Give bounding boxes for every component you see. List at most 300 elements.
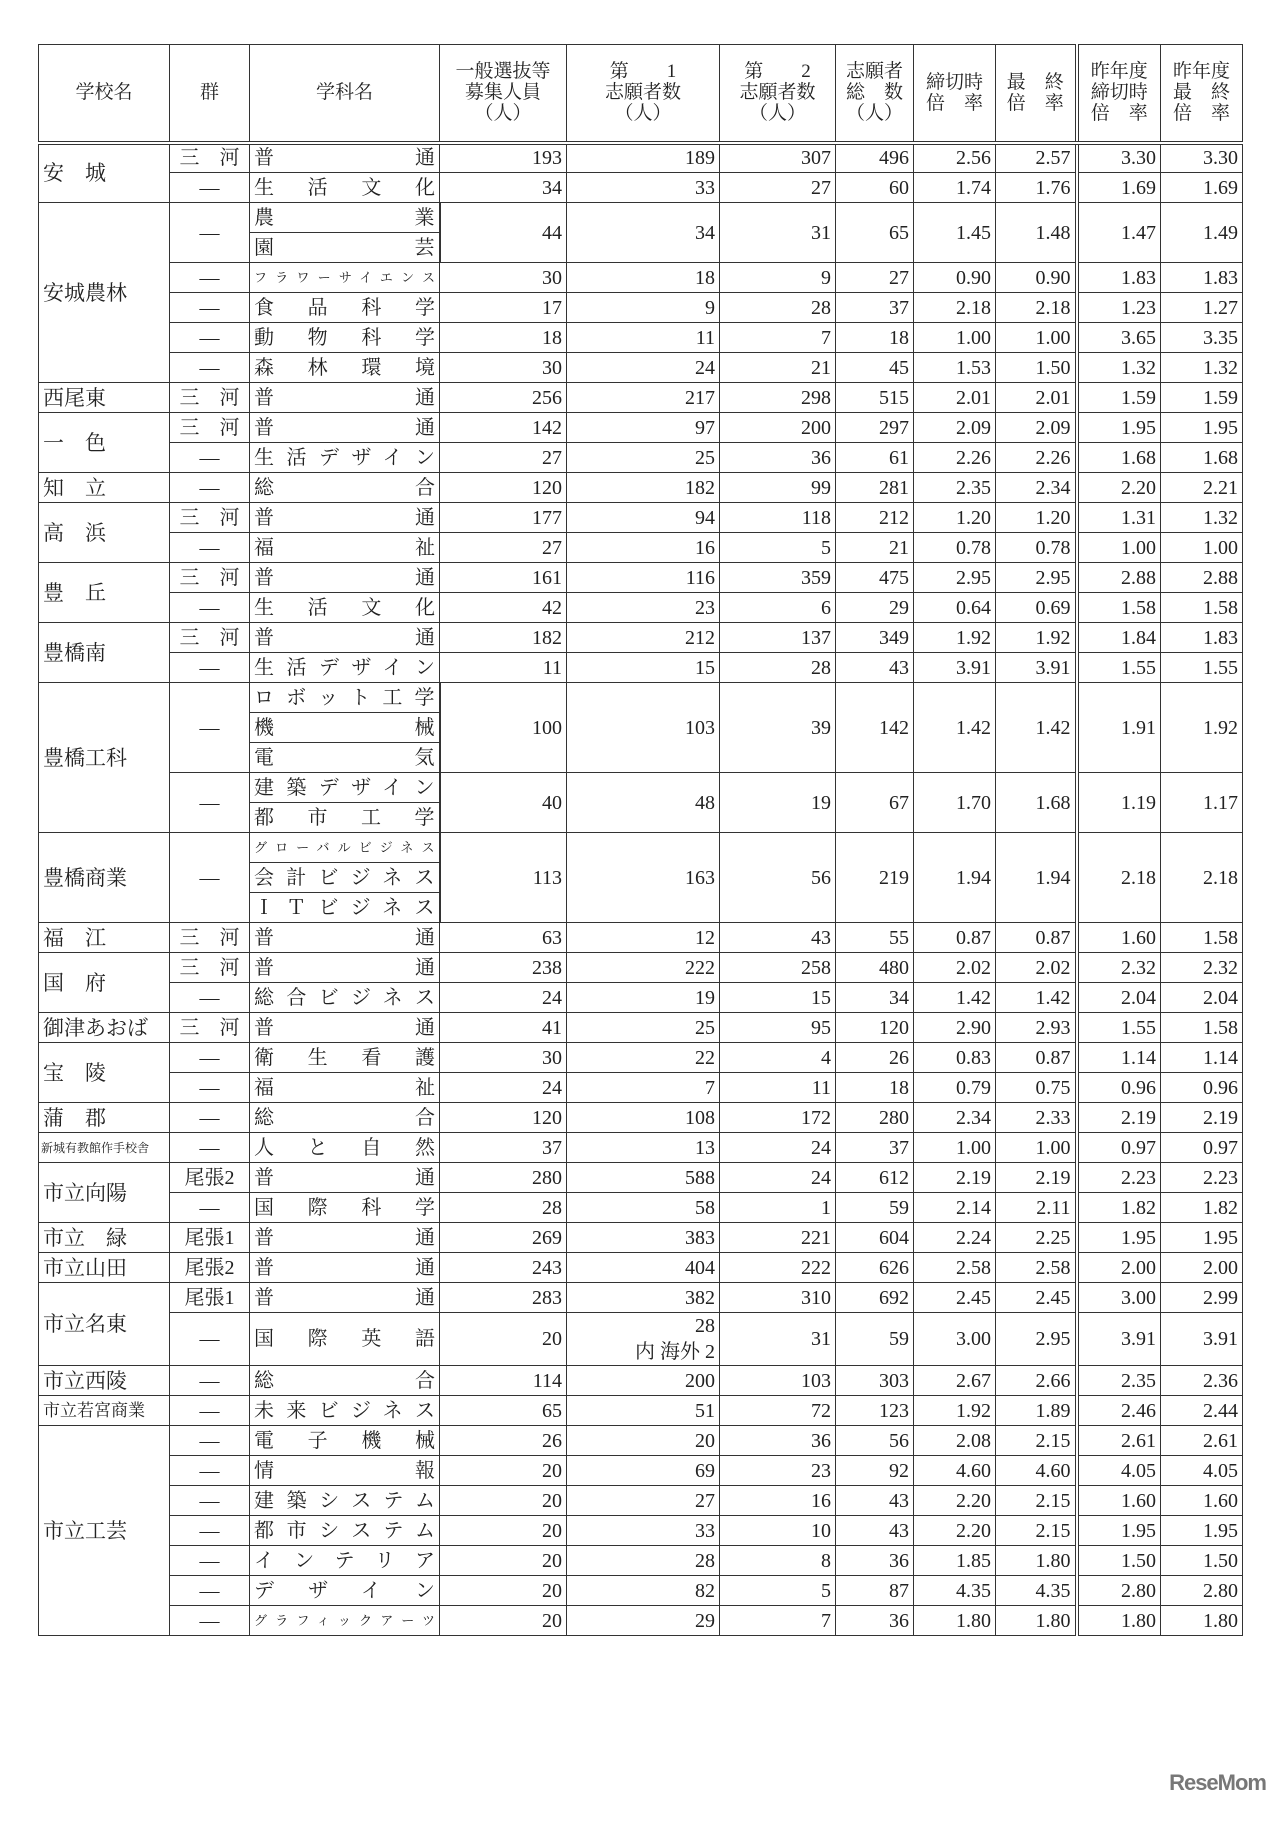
capacity-cell: 182 [440,623,567,653]
second-choice-cell: 6 [720,593,836,623]
deadline-ratio-cell: 2.20 [914,1486,996,1516]
deadline-ratio-cell: 2.95 [914,563,996,593]
department-name: 福祉 [254,536,435,559]
department-cell [250,863,440,893]
first-choice-cell: 383 [567,1223,720,1253]
final-ratio-cell: 1.80 [996,1606,1077,1636]
prev-final-ratio-cell: 0.97 [1161,1133,1243,1163]
prev-deadline-ratio-cell: 3.65 [1077,323,1161,353]
second-choice-cell: 8 [720,1546,836,1576]
capacity-cell: 20 [440,1486,567,1516]
total-cell: 18 [836,323,914,353]
table-row [39,503,1243,533]
group-cell: ― [170,1546,250,1576]
table-row [39,833,1243,863]
capacity-cell: 280 [440,1163,567,1193]
total-cell: 36 [836,1546,914,1576]
group-cell: ― [170,1133,250,1163]
prev-final-ratio-cell: 1.55 [1161,653,1243,683]
school-name-cell: 市立工芸 [39,1426,170,1636]
final-ratio-cell: 2.09 [996,413,1077,443]
prev-deadline-ratio-cell: 1.58 [1077,593,1161,623]
prev-deadline-ratio-cell: 2.61 [1077,1426,1161,1456]
department-name: 未来ビジネス [254,1399,435,1422]
group-cell: ― [170,653,250,683]
final-ratio-cell: 2.18 [996,293,1077,323]
department-cell [250,1426,440,1456]
prev-final-ratio-cell: 1.60 [1161,1486,1243,1516]
capacity-cell: 269 [440,1223,567,1253]
final-ratio-cell: 1.48 [996,203,1077,263]
second-choice-cell: 298 [720,383,836,413]
header-line: 倍 率 [1006,92,1064,114]
group-cell: 三 河 [170,1013,250,1043]
deadline-ratio-cell: 1.85 [914,1546,996,1576]
department-cell [250,1576,440,1606]
department-name: 普通 [254,926,435,949]
total-cell: 67 [836,773,914,833]
group-cell: 三 河 [170,953,250,983]
prev-final-ratio-cell: 1.58 [1161,1013,1243,1043]
final-ratio-cell: 1.42 [996,983,1077,1013]
final-ratio-cell: 1.00 [996,323,1077,353]
first-choice-cell: 189 [567,143,720,173]
prev-final-ratio-cell: 2.61 [1161,1426,1243,1456]
prev-deadline-ratio-cell: 1.84 [1077,623,1161,653]
capacity-cell: 18 [440,323,567,353]
total-cell: 692 [836,1283,914,1313]
department-name: 福祉 [254,1076,435,1099]
second-choice-cell: 359 [720,563,836,593]
final-ratio-cell: 2.45 [996,1283,1077,1313]
school-name-cell: 一 色 [39,413,170,473]
final-ratio-cell: 2.26 [996,443,1077,473]
department-cell [250,443,440,473]
deadline-ratio-cell: 0.64 [914,593,996,623]
department-name: 園芸 [254,236,435,259]
school-name-cell: 市立山田 [39,1253,170,1283]
table-row [39,593,1243,623]
prev-final-ratio-cell: 1.95 [1161,413,1243,443]
prev-deadline-ratio-cell: 1.95 [1077,1223,1161,1253]
first-choice-cell: 20 [567,1426,720,1456]
table-row [39,293,1243,323]
total-cell: 65 [836,203,914,263]
deadline-ratio-cell: 4.60 [914,1456,996,1486]
department-cell [250,143,440,173]
final-ratio-cell: 2.95 [996,563,1077,593]
header-prev-final-ratio [1161,45,1243,143]
final-ratio-cell: 1.92 [996,623,1077,653]
prev-deadline-ratio-cell: 2.00 [1077,1253,1161,1283]
table-row [39,323,1243,353]
final-ratio-cell: 1.89 [996,1396,1077,1426]
prev-deadline-ratio-cell: 2.35 [1077,1366,1161,1396]
table-row [39,533,1243,563]
group-cell: ― [170,533,250,563]
header-line: （人） [845,103,903,125]
header-line: 志願者 [845,61,903,83]
total-cell: 37 [836,1133,914,1163]
department-name: グローバルビジネス [254,839,435,855]
capacity-cell: 27 [440,443,567,473]
prev-deadline-ratio-cell: 3.91 [1077,1313,1161,1366]
table-row [39,1456,1243,1486]
department-name: ＩＴビジネス [254,896,435,919]
first-choice-cell: 212 [567,623,720,653]
deadline-ratio-cell: 2.14 [914,1193,996,1223]
prev-final-ratio-cell: 1.92 [1161,683,1243,773]
total-cell: 60 [836,173,914,203]
prev-final-ratio-cell: 1.59 [1161,383,1243,413]
resemom-logo: ReseMom [1169,1770,1266,1795]
department-name: 総合 [254,1106,435,1129]
total-cell: 480 [836,953,914,983]
first-choice-cell: 82 [567,1576,720,1606]
prev-deadline-ratio-cell: 2.18 [1077,833,1161,923]
second-choice-cell: 10 [720,1516,836,1546]
school-name-cell: 市立 緑 [39,1223,170,1253]
deadline-ratio-cell: 1.53 [914,353,996,383]
group-cell: 三 河 [170,503,250,533]
group-cell: ― [170,1486,250,1516]
school-name-cell: 市立西陵 [39,1366,170,1396]
group-cell: 尾張2 [170,1253,250,1283]
capacity-cell: 243 [440,1253,567,1283]
school-name-cell: 新城有教館作手校舎 [39,1133,170,1163]
table-row [39,1426,1243,1456]
group-cell: ― [170,1366,250,1396]
department-cell [250,833,440,863]
group-cell: ― [170,473,250,503]
prev-final-ratio-cell: 1.68 [1161,443,1243,473]
prev-final-ratio-cell: 2.99 [1161,1283,1243,1313]
first-choice-cell: 16 [567,533,720,563]
second-choice-cell: 36 [720,443,836,473]
department-cell [250,263,440,293]
department-cell [250,1043,440,1073]
department-cell [250,593,440,623]
department-name: 国際英語 [254,1328,435,1350]
capacity-cell: 120 [440,1103,567,1133]
school-name-cell: 豊 丘 [39,563,170,623]
prev-final-ratio-cell: 2.36 [1161,1366,1243,1396]
capacity-cell: 27 [440,533,567,563]
final-ratio-cell: 2.57 [996,143,1077,173]
header-line: （人） [474,103,532,125]
department-cell [250,473,440,503]
capacity-cell: 100 [440,683,567,773]
department-cell [250,413,440,443]
department-cell [250,1516,440,1546]
second-choice-cell: 23 [720,1456,836,1486]
department-name: 建築システム [254,1489,435,1512]
capacity-cell: 20 [440,1546,567,1576]
prev-deadline-ratio-cell: 1.19 [1077,773,1161,833]
group-cell: ― [170,683,250,773]
final-ratio-cell: 0.75 [996,1073,1077,1103]
prev-deadline-ratio-cell: 1.83 [1077,263,1161,293]
final-ratio-cell: 1.68 [996,773,1077,833]
second-choice-cell: 27 [720,173,836,203]
group-cell: ― [170,203,250,263]
department-cell [250,1606,440,1636]
capacity-cell: 17 [440,293,567,323]
first-choice-cell: 97 [567,413,720,443]
prev-deadline-ratio-cell: 1.60 [1077,1486,1161,1516]
final-ratio-cell: 4.60 [996,1456,1077,1486]
total-cell: 43 [836,653,914,683]
department-cell [250,383,440,413]
department-cell [250,1313,440,1366]
second-choice-cell: 221 [720,1223,836,1253]
total-cell: 55 [836,923,914,953]
group-cell: 尾張2 [170,1163,250,1193]
prev-deadline-ratio-cell: 0.97 [1077,1133,1161,1163]
first-choice-cell: 7 [567,1073,720,1103]
department-name: 普通 [254,956,435,979]
prev-deadline-ratio-cell: 2.23 [1077,1163,1161,1193]
prev-final-ratio-cell: 4.05 [1161,1456,1243,1486]
capacity-cell: 11 [440,653,567,683]
prev-final-ratio-cell: 1.50 [1161,1546,1243,1576]
school-name-cell: 豊橋工科 [39,683,170,833]
table-row [39,563,1243,593]
first-choice-cell: 15 [567,653,720,683]
group-cell: 三 河 [170,143,250,173]
header-line: 第 2 [744,61,811,83]
total-cell: 123 [836,1396,914,1426]
first-choice-cell: 22 [567,1043,720,1073]
total-cell: 37 [836,293,914,323]
table-row [39,203,1243,233]
department-cell [250,1193,440,1223]
school-name-cell: 安城農林 [39,203,170,383]
total-cell: 612 [836,1163,914,1193]
prev-final-ratio-cell: 2.04 [1161,983,1243,1013]
header-capacity [440,45,567,143]
final-ratio-cell: 3.91 [996,653,1077,683]
group-cell: 三 河 [170,923,250,953]
final-ratio-cell: 2.33 [996,1103,1077,1133]
first-choice-cell: 25 [567,443,720,473]
prev-deadline-ratio-cell: 0.96 [1077,1073,1161,1103]
capacity-cell: 20 [440,1516,567,1546]
group-cell: ― [170,1426,250,1456]
department-name: 普通 [254,1286,435,1309]
first-choice-cell: 51 [567,1396,720,1426]
prev-deadline-ratio-cell: 1.55 [1077,1013,1161,1043]
capacity-cell: 30 [440,263,567,293]
total-cell: 34 [836,983,914,1013]
department-cell [250,953,440,983]
table-row [39,1396,1243,1426]
total-cell: 21 [836,533,914,563]
final-ratio-cell: 0.78 [996,533,1077,563]
table-row [39,1366,1243,1396]
second-choice-cell: 1 [720,1193,836,1223]
header-line: 最 終 [1006,71,1064,93]
first-choice-cell: 69 [567,1456,720,1486]
department-name: 都市システム [254,1519,435,1542]
first-choice-cell: 48 [567,773,720,833]
school-name-cell: 市立若宮商業 [39,1396,170,1426]
first-choice-cell: 24 [567,353,720,383]
second-choice-cell: 310 [720,1283,836,1313]
capacity-cell: 24 [440,983,567,1013]
table-row [39,353,1243,383]
second-choice-cell: 5 [720,533,836,563]
total-cell: 515 [836,383,914,413]
prev-final-ratio-cell: 1.95 [1161,1223,1243,1253]
group-cell: ― [170,173,250,203]
department-name: ロボット工学 [254,686,435,709]
prev-final-ratio-cell: 2.44 [1161,1396,1243,1426]
department-cell [250,623,440,653]
first-choice-cell: 12 [567,923,720,953]
capacity-cell: 283 [440,1283,567,1313]
capacity-cell: 177 [440,503,567,533]
header-first-choice [567,45,720,143]
total-cell: 43 [836,1516,914,1546]
header-line: 募集人員 [464,82,541,104]
table-row [39,1486,1243,1516]
capacity-cell: 142 [440,413,567,443]
department-name: 生活文化 [254,596,435,619]
group-cell: ― [170,593,250,623]
deadline-ratio-cell: 2.56 [914,143,996,173]
department-name: グラフィックアーツ [254,1612,435,1628]
total-cell: 56 [836,1426,914,1456]
group-cell: 三 河 [170,563,250,593]
table-row [39,983,1243,1013]
prev-deadline-ratio-cell: 3.30 [1077,143,1161,173]
second-choice-cell: 200 [720,413,836,443]
deadline-ratio-cell: 2.58 [914,1253,996,1283]
final-ratio-cell: 2.34 [996,473,1077,503]
table-row [39,623,1243,653]
department-name: 食品科学 [254,296,435,319]
prev-deadline-ratio-cell: 1.68 [1077,443,1161,473]
deadline-ratio-cell: 0.83 [914,1043,996,1073]
school-name-cell: 国 府 [39,953,170,1013]
header-line: 総 数 [845,82,903,104]
school-name-cell: 西尾東 [39,383,170,413]
header-row [39,45,1243,143]
header-second-choice [720,45,836,143]
prev-final-ratio-cell: 1.27 [1161,293,1243,323]
prev-deadline-ratio-cell: 4.05 [1077,1456,1161,1486]
department-cell [250,1283,440,1313]
prev-deadline-ratio-cell: 1.00 [1077,533,1161,563]
department-name: 普通 [254,506,435,529]
prev-deadline-ratio-cell: 3.00 [1077,1283,1161,1313]
capacity-cell: 30 [440,353,567,383]
department-cell [250,1073,440,1103]
deadline-ratio-cell: 2.67 [914,1366,996,1396]
prev-final-ratio-cell: 1.32 [1161,503,1243,533]
group-cell: ― [170,1576,250,1606]
department-cell [250,1133,440,1163]
capacity-cell: 63 [440,923,567,953]
group-cell: 三 河 [170,413,250,443]
first-choice-cell: 182 [567,473,720,503]
capacity-cell: 20 [440,1456,567,1486]
total-cell: 43 [836,1486,914,1516]
header-line: 第 1 [609,61,677,83]
department-name: 普通 [254,626,435,649]
deadline-ratio-cell: 1.45 [914,203,996,263]
department-cell [250,803,440,833]
table-row [39,683,1243,713]
department-cell [250,923,440,953]
group-cell: ― [170,443,250,473]
header-line: 昨年度 [1090,61,1148,83]
deadline-ratio-cell: 2.34 [914,1103,996,1133]
table-row [39,773,1243,803]
department-name: 生活デザイン [254,656,435,679]
prev-final-ratio-cell: 1.95 [1161,1516,1243,1546]
second-choice-cell: 99 [720,473,836,503]
deadline-ratio-cell: 1.42 [914,683,996,773]
first-choice-cell: 28 [567,1546,720,1576]
deadline-ratio-cell: 0.90 [914,263,996,293]
prev-deadline-ratio-cell: 1.59 [1077,383,1161,413]
table-row [39,383,1243,413]
department-name: 普通 [254,566,435,589]
table-row [39,1073,1243,1103]
prev-deadline-ratio-cell: 1.60 [1077,923,1161,953]
total-cell: 59 [836,1193,914,1223]
department-name: デザイン [254,1579,435,1602]
department-cell [250,1396,440,1426]
first-choice-cell: 11 [567,323,720,353]
department-cell [250,683,440,713]
final-ratio-cell: 2.19 [996,1163,1077,1193]
prev-final-ratio-cell: 1.00 [1161,533,1243,563]
department-cell [250,503,440,533]
school-name-cell: 安 城 [39,143,170,203]
deadline-ratio-cell: 1.92 [914,623,996,653]
final-ratio-cell: 2.15 [996,1486,1077,1516]
second-choice-cell: 16 [720,1486,836,1516]
table-row [39,653,1243,683]
second-choice-cell: 118 [720,503,836,533]
school-name-cell: 御津あおば [39,1013,170,1043]
first-choice-cell: 33 [567,1516,720,1546]
total-cell: 45 [836,353,914,383]
department-cell [250,653,440,683]
prev-final-ratio-cell: 2.19 [1161,1103,1243,1133]
header-line: 志願者数 [604,82,681,104]
header-line: 最 終 [1172,82,1230,104]
final-ratio-cell: 2.95 [996,1313,1077,1366]
final-ratio-cell: 2.66 [996,1366,1077,1396]
school-name-cell: 福 江 [39,923,170,953]
department-name: 情報 [254,1459,435,1482]
total-cell: 349 [836,623,914,653]
department-name: 普通 [254,1226,435,1249]
total-cell: 604 [836,1223,914,1253]
total-cell: 219 [836,833,914,923]
header-line: 志願者数 [739,82,816,104]
total-cell: 26 [836,1043,914,1073]
prev-deadline-ratio-cell: 1.69 [1077,173,1161,203]
group-cell: ― [170,353,250,383]
deadline-ratio-cell: 2.90 [914,1013,996,1043]
header-prev-deadline-ratio [1077,45,1161,143]
final-ratio-cell: 1.94 [996,833,1077,923]
